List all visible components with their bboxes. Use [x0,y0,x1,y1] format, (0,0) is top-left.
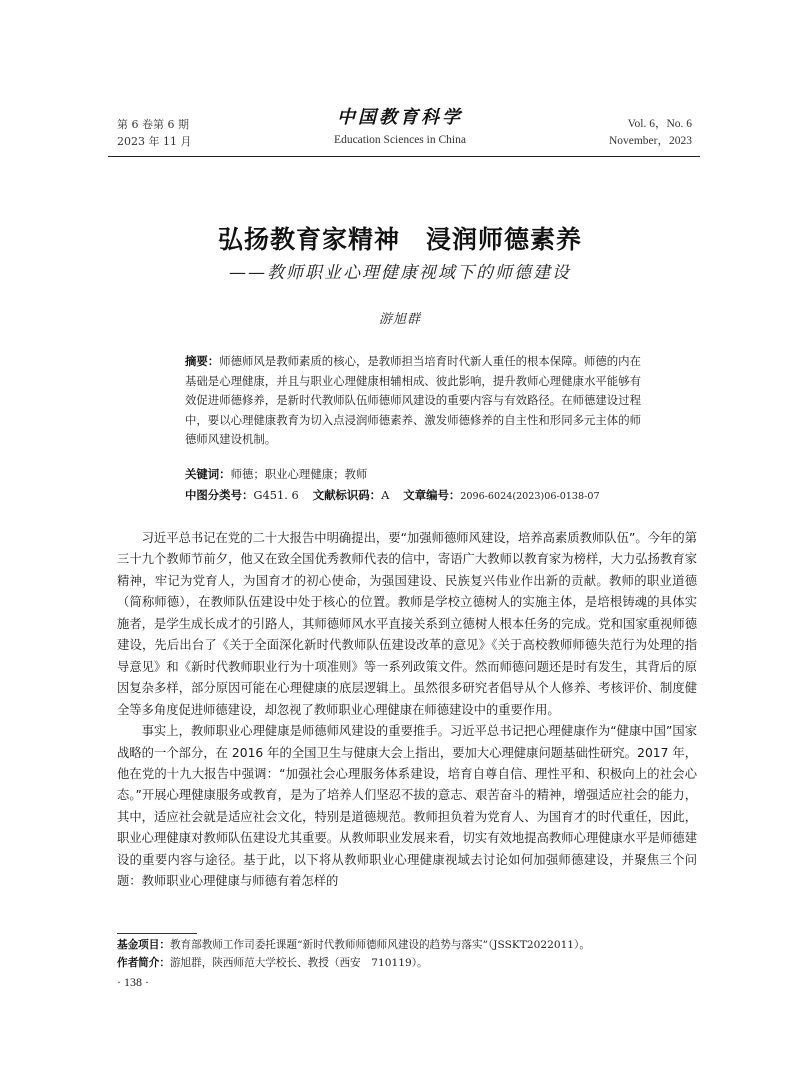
clc-value: G451. 6 [253,488,299,502]
issue-date-en: November，2023 [608,135,692,147]
article-id-value: 2096-6024(2023)06-0138-07 [460,491,600,502]
abstract [185,352,641,450]
funding-label: 基金项目： [117,939,170,951]
abstract-text: 师德师风是教师素质的核心，是教师担当培育时代新人重任的根本保障。师德的内在基础是心理健康，并且与职业心理健康相辅相成、彼此影响，提升教师心理健康水平能够有效促进师德修养，是新时代教师队伍师德师风建设的重要内容与有效路径。在师德建设过程中，要以心理健康教育为切入点浸润师德素养、激发师德修养的自主性和形同多元主体的师德师风建设机制。 [185,354,641,446]
doc-code-label: 文献标识码： [312,488,382,502]
doc-code-value: A [381,488,390,502]
issue-date-cn: 2023 年 11 月 [117,135,192,148]
article-subtitle: ——教师职业心理健康视域下的师德建设 [229,263,571,283]
header-divider [108,156,700,157]
keywords [185,465,655,485]
footnote-divider [117,933,197,934]
issue-number-cn: 第 6 卷第 6 期 [117,118,189,131]
author-bio-text: 游旭群，陕西师范大学校长、教授（西安 710119）。 [169,956,428,969]
article-author: 游旭群 [378,312,421,327]
abstract-label: 摘要： [185,354,220,368]
keywords-text: 师德；职业心理健康；教师 [230,467,368,481]
header-issue-en [609,116,692,150]
footnotes [117,937,697,972]
classification-line [185,486,665,507]
author-bio-label: 作者简介： [117,956,170,969]
funding-note [117,937,697,955]
article-body [117,528,697,893]
journal-name-cn: 中国教育科学 [337,107,463,128]
keywords-label: 关键词： [185,467,231,481]
body-paragraph-1: 习近平总书记在党的二十大报告中明确提出，要“加强师德师风建设，培养高素质教师队伍”。今年的第三十九个教师节前夕，他又在致全国优秀教师代表的信中，寄语广大教师以教育家为榜样，大力弘扬教育家精神，牢记为党育人，为国育才的初心使命，为强国建设、民族复兴伟业作出新的贡献。教师的职业道德（简称师德），在教师队伍建设中处于核心的位置。教师是学校立德树人的实施主体，是培根铸魂的具体实施者，是学生成长成才的引路人，其师德师风水平直接关系到立德树人根本任务的完成。党和国家重视师德建设，先后出台了《关于全面深化新时代教师队伍建设改革的意见》《关于高校教师师德失范行为处理的指导意见》和《新时代教师职业行为十项准则》等一系列政策文件。然而师德问题还是时有发生，其背后的原因复杂多样，部分原因可能在心理健康的底层逻辑上。虽然很多研究者倡导从个人修养、考核评价、制度健全等多角度促进师德建设，却忽视了教师职业心理健康在师德建设中的重要作用。 [117,531,697,717]
header-issue-cn [117,116,191,150]
journal-name-en: Education Sciences in China [334,134,466,146]
clc-label: 中图分类号： [185,488,254,502]
page-number: · 138 · [117,975,149,989]
journal-masthead [300,106,500,148]
article-title: 弘扬教育家精神 浸润师德素养 [217,225,582,254]
body-paragraph-2: 事实上，教师职业心理健康是师德师风建设的重要推手。习近平总书记把心理健康作为“健康中国”国家战略的一个部分，在 2016 年的全国卫生与健康大会上指出，要加大心理健康问题基础性研究。2017 年，他在党的十九大报告中强调：“加强社会心理服务体系建设，培育自尊自信、理性平和、积极向上的社会心态。”开展心理健康服务或教育，是为了培养人们坚忍不拔的意志、艰苦奋斗的精神，增强适应社会的能力，其中，适应社会就是适应社会文化，特别是道德规范。教师担负着为党育人、为国育才的时代重任，因此，职业心理健康对教师队伍建设尤其重要。从教师职业发展来看，切实有效地提高教师心理健康水平是师德建设的重要内容与途径。基于此，以下将从教师职业心理健康视域去讨论如何加强师德建设，并聚焦三个问题：教师职业心理健康与师德有着怎样的 [117,724,697,889]
author-note [117,955,697,973]
issue-number-en: Vol. 6，No. 6 [627,118,692,130]
article-id-label: 文章编号： [403,488,461,502]
funding-text: 教育部教师工作司委托课题“新时代教师师德师风建设的趋势与落实”（JSSKT2022011）。 [169,939,590,951]
